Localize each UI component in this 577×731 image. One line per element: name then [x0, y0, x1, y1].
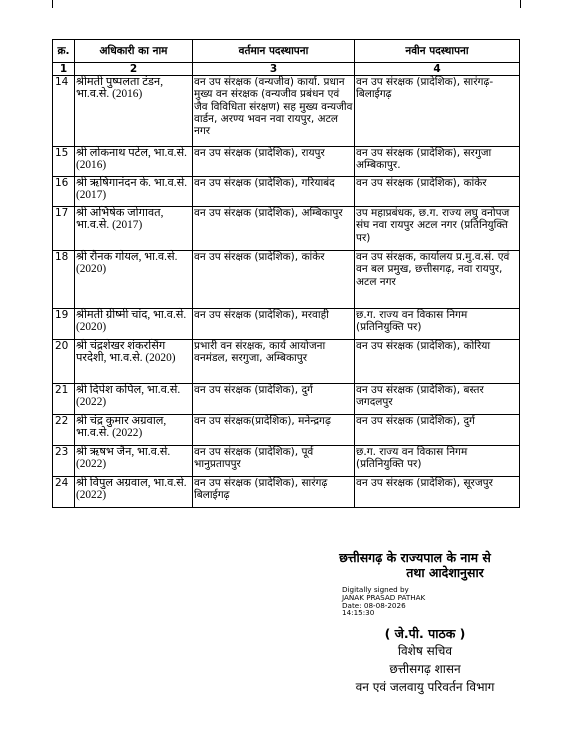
officer-name-cell: श्री विपुल अग्रवाल, भा.व.से. (2022) — [75, 477, 193, 508]
new-posting-cell: छ.ग. राज्य वन विकास निगम (प्रतिनियुक्ति पर) — [355, 309, 520, 340]
new-posting-cell: उप महाप्रबंधक, छ.ग. राज्य लघु वनोपज संघ नवा रायपुर अटल नगर (प्रतिनियुक्ति पर) — [355, 207, 520, 251]
government: छत्तीसगढ़ शासन — [389, 662, 461, 676]
column-number: 2 — [75, 63, 193, 76]
officer-name-cell: श्रीमती ग्रीष्मी चांद, भा.व.से. (2020) — [75, 309, 193, 340]
new-posting-cell: वन उप संरक्षक (प्रादेशिक), कोरिया — [355, 340, 520, 384]
digital-signature-line: Date: 08-08-2026 — [342, 600, 406, 610]
current-posting-cell: वन उप संरक्षक (प्रादेशिक), दुर्ग — [193, 384, 355, 415]
table-row — [53, 76, 520, 147]
officer-name-cell: श्रीमती पुष्पलता टंडन, भा.व.से. (2016) — [75, 76, 193, 147]
serial-cell: 20 — [53, 340, 75, 384]
new-posting-cell: वन उप संरक्षक (प्रादेशिक), दुर्ग — [355, 415, 520, 446]
current-posting-cell: प्रभारी वन संरक्षक, कार्य आयोजना वनमंडल, सरगुजा, अम्बिकापुर — [193, 340, 355, 384]
current-posting-cell: वन उप संरक्षक (वन्यजीव) कार्या. प्रधान मुख्य वन संरक्षक (वन्यजीव प्रबंधन एवं जैव विविधिता संरक्षण) सह मुख्य वन्यजीव वार्डन, अरण्य भवन नवा रायपुर, अटल नगर — [193, 76, 355, 147]
order-line-2: तथा आदेशानुसार — [406, 565, 484, 580]
department: वन एवं जलवायु परिवर्तन विभाग — [355, 680, 495, 694]
table-row — [53, 340, 520, 384]
table-row — [53, 384, 520, 415]
table-row — [53, 309, 520, 340]
officer-name-cell: श्री चंद्र कुमार अग्रवाल, भा.व.से. (2022) — [75, 415, 193, 446]
current-posting-cell: वन उप संरक्षक (प्रादेशिक), सारंगढ़ बिलाईगढ़ — [193, 477, 355, 508]
posting-table — [52, 39, 520, 508]
serial-cell: 24 — [53, 477, 75, 508]
column-number: 3 — [193, 63, 355, 76]
current-posting-cell: वन उप संरक्षक (प्रादेशिक), रायपुर — [193, 147, 355, 177]
header-officer-name: अधिकारी का नाम — [75, 40, 193, 63]
table-row — [53, 477, 520, 508]
digital-signature-line: JANAK PRASAD PATHAK — [342, 592, 426, 602]
new-posting-cell: वन उप संरक्षक (प्रादेशिक), बस्तर जगदलपुर — [355, 384, 520, 415]
current-posting-cell: वन उप संरक्षक (प्रादेशिक), कांकेर — [193, 251, 355, 309]
new-posting-cell: वन उप संरक्षक (प्रादेशिक), सरगुजा अम्बिकापुर. — [355, 147, 520, 177]
serial-cell: 14 — [53, 76, 75, 147]
current-posting-cell: वन उप संरक्षक (प्रादेशिक), पूर्व भानुप्रतापपुर — [193, 446, 355, 477]
new-posting-cell: वन उप संरक्षक (प्रादेशिक), कांकेर — [355, 177, 520, 207]
officer-name-cell: श्री अभिषेक जोगावत, भा.व.से. (2017) — [75, 207, 193, 251]
table-row — [53, 147, 520, 177]
column-number-row — [53, 63, 520, 76]
table-row — [53, 446, 520, 477]
table-row — [53, 415, 520, 446]
table-row — [53, 177, 520, 207]
designation: विशेष सचिव — [397, 644, 453, 658]
serial-cell: 18 — [53, 251, 75, 309]
serial-cell: 19 — [53, 309, 75, 340]
order-line-1: छत्तीसगढ़ के राज्यपाल के नाम से — [339, 550, 491, 565]
current-posting-cell: वन उप संरक्षक (प्रादेशिक), अम्बिकापुर — [193, 207, 355, 251]
serial-cell: 17 — [53, 207, 75, 251]
officer-name-cell: श्री लोकनाथ पटेल, भा.व.से. (2016) — [75, 147, 193, 177]
serial-cell: 23 — [53, 446, 75, 477]
new-posting-cell: वन उप संरक्षक, कार्यालय प्र.मु.व.सं. एवं वन बल प्रमुख, छत्तीसगढ़, नवा रायपुर, अटल नगर — [355, 251, 520, 309]
officer-name-cell: श्री रौनक गोयल, भा.व.से. (2020) — [75, 251, 193, 309]
serial-cell: 21 — [53, 384, 75, 415]
table-body — [53, 76, 520, 508]
officer-name-cell: श्री ऋषभ जैन, भा.व.से. (2022) — [75, 446, 193, 477]
digital-signature — [342, 586, 425, 617]
table-header-row — [53, 40, 520, 63]
current-posting-cell: वन उप संरक्षक(प्रादेशिक), मनेन्द्रगढ़ — [193, 415, 355, 446]
new-posting-cell: वन उप संरक्षक (प्रादेशिक), सूरजपुर — [355, 477, 520, 508]
digital-signature-line: 14:15:30 — [342, 608, 375, 618]
current-posting-cell: वन उप संरक्षक (प्रादेशिक), मरवाही — [193, 309, 355, 340]
new-posting-cell: वन उप संरक्षक (प्रादेशिक), सारंगढ़-बिलाईगढ़ — [355, 76, 520, 147]
header-serial: क्र. — [53, 40, 75, 63]
table-row — [53, 207, 520, 251]
signatory-name: ( जे.पी. पाठक ) — [384, 626, 466, 641]
new-posting-cell: छ.ग. राज्य वन विकास निगम (प्रतिनियुक्ति पर) — [355, 446, 520, 477]
table-row — [53, 251, 520, 309]
serial-cell: 22 — [53, 415, 75, 446]
serial-cell: 16 — [53, 177, 75, 207]
order-authority — [300, 550, 530, 580]
officer-name-cell: श्री ऋषिगानंदन के. भा.व.से. (2017) — [75, 177, 193, 207]
column-number: 4 — [355, 63, 520, 76]
officer-name-cell: श्री दिपेश कपिल, भा.व.से. (2022) — [75, 384, 193, 415]
table-top-edge — [52, 0, 521, 8]
serial-cell: 15 — [53, 147, 75, 177]
header-new-posting: नवीन पदस्थापना — [355, 40, 520, 63]
header-current-posting: वर्तमान पदस्थापना — [193, 40, 355, 63]
column-number: 1 — [53, 63, 75, 76]
digital-signature-line: Digitally signed by — [342, 585, 409, 594]
current-posting-cell: वन उप संरक्षक (प्रादेशिक), गरियाबंद — [193, 177, 355, 207]
officer-name-cell: श्री चंद्रशेखर शंकरसिंग परदेशी, भा.व.से. (2020) — [75, 340, 193, 384]
